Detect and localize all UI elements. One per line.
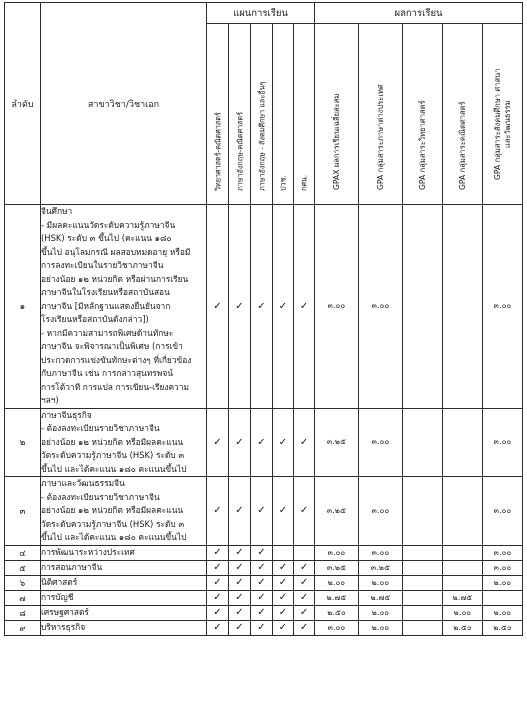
result-value-5: ๓.๐๐	[483, 560, 523, 575]
plan-check-2: ✓	[229, 205, 251, 409]
plan-check-4	[273, 545, 294, 560]
result-header-3-label: GPA กลุ่มสาระวิทยาศาสตร์	[417, 100, 427, 191]
result-value-5: ๒.๕๐	[483, 620, 523, 635]
major-line: ขึ้นไป และได้คะแนน ๑๘๐ คะแนนขึ้นไป	[41, 463, 187, 474]
major-cell	[41, 560, 207, 575]
result-value-1: ๒.๐๐	[315, 575, 359, 590]
result-value-4	[443, 477, 483, 546]
plan-check-2: ✓	[229, 545, 251, 560]
plan-check-5: ✓	[294, 560, 315, 575]
plans-group-header: แผนการเรียน	[207, 3, 315, 24]
major-line: (HSK) ระดับ ๓ ขึ้นไป (คะแนน ๑๘๐	[41, 233, 172, 243]
plan-check-1: ✓	[207, 408, 229, 477]
plan-header-4-wrap	[273, 24, 293, 204]
major-line: นิติศาสตร์	[41, 576, 78, 587]
result-value-2: ๓.๐๐	[359, 477, 403, 546]
major-line: - หากมีความสามารถพิเศษด้านทักษะ	[41, 327, 174, 338]
table-row	[5, 605, 523, 620]
table-row	[5, 205, 523, 409]
row-number: ๔	[5, 545, 41, 560]
major-line: จีนศึกษา	[41, 206, 73, 216]
result-header-1-wrap	[315, 24, 358, 204]
major-line: ฯลฯ)	[41, 395, 59, 405]
plan-header-3	[251, 24, 273, 205]
plan-check-1: ✓	[207, 545, 229, 560]
major-header-label: สาขาวิชา/วิชาเอก	[87, 99, 160, 110]
major-line: ประกวดการแข่งขันทักษะต่างๆ ที่เกี่ยวข้อง	[41, 354, 192, 365]
result-value-4	[443, 205, 483, 409]
plan-header-2	[229, 24, 251, 205]
plan-check-3: ✓	[251, 408, 273, 477]
results-group-header: ผลการเรียน	[315, 3, 523, 24]
major-cell	[41, 477, 207, 546]
plan-check-1: ✓	[207, 205, 229, 409]
major-line: ภาษาจีน จะพิจารณาเป็นพิเศษ (การเข้า	[41, 341, 183, 351]
plan-check-4: ✓	[273, 205, 294, 409]
major-line: อย่างน้อย ๑๒ หน่วยกิต หรือมีผลคะแนน	[41, 436, 184, 447]
result-value-5: ๓.๐๐	[483, 477, 523, 546]
table-row	[5, 477, 523, 546]
major-line: ภาษาและวัฒนธรรมจีน	[41, 478, 125, 488]
plan-check-5	[294, 545, 315, 560]
plan-check-2: ✓	[229, 605, 251, 620]
row-number: ๓	[5, 477, 41, 546]
major-line: - มีผลคะแนนวัดระดับความรู้ภาษาจีน	[41, 219, 176, 230]
result-value-1: ๓.๒๕	[315, 408, 359, 477]
result-value-3	[403, 477, 443, 546]
major-line: ภาษาจีน [มีหลักฐานแสดงยืนยันจาก	[41, 300, 171, 311]
result-value-5: ๓.๐๐	[483, 408, 523, 477]
result-value-4	[443, 408, 483, 477]
plan-check-1: ✓	[207, 560, 229, 575]
result-value-2: ๓.๐๐	[359, 408, 403, 477]
plan-check-2: ✓	[229, 477, 251, 546]
plan-check-1: ✓	[207, 477, 229, 546]
major-line: การสอนภาษาจีน	[41, 561, 103, 572]
major-line: ภาษาจีนในโรงเรียนหรือสถาบันสอน	[41, 287, 170, 297]
row-number: ๕	[5, 560, 41, 575]
result-header-4-wrap	[443, 24, 482, 204]
major-line: การพัฒนาระหว่างประเทศ	[41, 546, 135, 557]
result-value-3	[403, 605, 443, 620]
plan-check-3: ✓	[251, 590, 273, 605]
result-value-5	[483, 590, 523, 605]
result-value-5: ๓.๐๐	[483, 205, 523, 409]
result-value-1: ๓.๒๕	[315, 560, 359, 575]
major-line: กับภาษาจีน เช่น การกล่าวสุนทรพจน์	[41, 368, 173, 378]
major-cell	[41, 408, 207, 477]
plan-check-3: ✓	[251, 477, 273, 546]
result-value-5: ๒.๐๐	[483, 575, 523, 590]
major-line: การบัญชี	[41, 591, 74, 602]
major-line: ขึ้นไป อนุโลมกรณี ผลสอบหมดอายุ หรือมี	[41, 246, 191, 257]
plan-header-1-wrap	[207, 24, 228, 204]
plan-check-5: ✓	[294, 408, 315, 477]
plan-check-3: ✓	[251, 560, 273, 575]
table-row	[5, 575, 523, 590]
row-number: ๖	[5, 575, 41, 590]
major-line: บริหารธุรกิจ	[41, 621, 86, 632]
plan-header-3-label: ภาษาอังกฤษ - สังคมศึกษา และอื่นๆ	[257, 81, 266, 191]
result-header-3-wrap	[403, 24, 442, 204]
order-header	[5, 3, 41, 205]
plan-check-4: ✓	[273, 605, 294, 620]
plan-check-1: ✓	[207, 605, 229, 620]
plan-check-2: ✓	[229, 590, 251, 605]
major-line: อย่างน้อย ๑๒ หน่วยกิต หรือผ่านการเรียน	[41, 273, 189, 284]
plan-header-2-label: ภาษาอังกฤษ-คณิตศาสตร์	[235, 111, 244, 191]
plan-header-5-wrap	[294, 24, 314, 204]
result-value-3	[403, 590, 443, 605]
plan-check-4: ✓	[273, 408, 294, 477]
plan-header-1	[207, 24, 229, 205]
plan-check-5: ✓	[294, 477, 315, 546]
result-value-5: ๓.๐๐	[483, 545, 523, 560]
major-line: อย่างน้อย ๑๒ หน่วยกิต หรือมีผลคะแนน	[41, 505, 184, 515]
plan-check-1: ✓	[207, 620, 229, 635]
result-value-2: ๒.๐๐	[359, 620, 403, 635]
result-header-2	[359, 24, 403, 205]
plan-check-3: ✓	[251, 605, 273, 620]
result-header-3	[403, 24, 443, 205]
result-value-3	[403, 620, 443, 635]
row-number: ๒	[5, 408, 41, 477]
major-cell	[41, 605, 207, 620]
major-line: วัดระดับความรู้ภาษาจีน (HSK) ระดับ ๓	[41, 450, 185, 460]
major-cell	[41, 205, 207, 409]
order-header-label: ลำดับ	[11, 99, 34, 110]
result-value-2: ๒.๐๐	[359, 605, 403, 620]
major-cell	[41, 575, 207, 590]
result-value-3	[403, 408, 443, 477]
result-value-2: ๓.๐๐	[359, 545, 403, 560]
plan-check-4: ✓	[273, 620, 294, 635]
table-row	[5, 620, 523, 635]
plan-header-4-label: ปวช.	[278, 175, 288, 191]
result-header-2-wrap	[359, 24, 402, 204]
result-value-4: ๒.๕๐	[443, 620, 483, 635]
plan-header-3-wrap	[251, 24, 272, 204]
major-line: การลงทะเบียนในรายวิชาภาษาจีน	[41, 260, 164, 270]
plan-check-2: ✓	[229, 620, 251, 635]
plan-check-1: ✓	[207, 590, 229, 605]
plan-check-1: ✓	[207, 575, 229, 590]
major-cell	[41, 620, 207, 635]
plan-check-4: ✓	[273, 560, 294, 575]
result-value-4: ๒.๐๐	[443, 605, 483, 620]
result-value-5: ๒.๐๐	[483, 605, 523, 620]
major-line: โรงเรียนหรือสถาบันดังกล่าว])	[41, 314, 149, 324]
major-line: เศรษฐศาสตร์	[41, 606, 89, 617]
result-value-2: ๓.๐๐	[359, 205, 403, 409]
result-header-5-label: GPA กลุ่มสาระสังคมศึกษา ศาสนา และวัฒนธรรม	[492, 68, 512, 181]
plan-check-3: ✓	[251, 575, 273, 590]
result-header-4-label: GPA กลุ่มสาระคณิตศาสตร์	[457, 101, 467, 191]
major-line: ภาษาจีนธุรกิจ	[41, 409, 92, 420]
plan-check-5: ✓	[294, 590, 315, 605]
major-line: การโต้วาที การแปล การเขียน-เรียงความ	[41, 381, 189, 392]
result-header-5-wrap	[483, 24, 522, 204]
row-number: ๙	[5, 620, 41, 635]
result-value-4	[443, 575, 483, 590]
plan-header-4	[273, 24, 294, 205]
result-value-3	[403, 205, 443, 409]
plan-check-3: ✓	[251, 620, 273, 635]
table-row	[5, 560, 523, 575]
major-line: - ต้องลงทะเบียนรายวิชาภาษาจีน	[41, 423, 160, 433]
plan-check-2: ✓	[229, 560, 251, 575]
table-body	[5, 205, 523, 636]
result-value-1: ๒.๕๐	[315, 605, 359, 620]
result-header-1-label: GPAX ผลการเรียนเฉลี่ยสะสม	[331, 93, 341, 191]
result-value-1: ๓.๐๐	[315, 620, 359, 635]
row-number: ๗	[5, 590, 41, 605]
admission-criteria-table	[4, 2, 523, 636]
plan-check-3: ✓	[251, 545, 273, 560]
plan-check-5: ✓	[294, 620, 315, 635]
major-header	[41, 3, 207, 205]
plan-header-2-wrap	[229, 24, 250, 204]
major-cell	[41, 545, 207, 560]
result-value-2: ๓.๒๕	[359, 560, 403, 575]
result-header-4	[443, 24, 483, 205]
major-cell	[41, 590, 207, 605]
plan-header-5	[294, 24, 315, 205]
major-line: ขึ้นไป และได้คะแนน ๑๘๐ คะแนนขึ้นไป	[41, 532, 187, 542]
table-row	[5, 408, 523, 477]
plan-header-1-label: วิทยาศาสตร์-คณิตศาสตร์	[213, 112, 222, 191]
result-value-1: ๒.๗๕	[315, 590, 359, 605]
result-value-2: ๒.๐๐	[359, 575, 403, 590]
plan-check-3: ✓	[251, 205, 273, 409]
result-header-1	[315, 24, 359, 205]
result-value-4	[443, 545, 483, 560]
result-value-1: ๓.๒๕	[315, 477, 359, 546]
plan-check-5: ✓	[294, 205, 315, 409]
row-number: ๑	[5, 205, 41, 409]
result-header-5	[483, 24, 523, 205]
result-value-3	[403, 575, 443, 590]
plan-check-4: ✓	[273, 590, 294, 605]
plan-check-2: ✓	[229, 575, 251, 590]
table-row	[5, 590, 523, 605]
row-number: ๘	[5, 605, 41, 620]
result-value-4: ๒.๗๕	[443, 590, 483, 605]
result-value-2: ๒.๗๕	[359, 590, 403, 605]
major-line: - ต้องลงทะเบียนรายวิชาภาษาจีน	[41, 491, 160, 502]
result-value-3	[403, 560, 443, 575]
result-value-4	[443, 560, 483, 575]
result-value-1: ๓.๐๐	[315, 205, 359, 409]
result-value-3	[403, 545, 443, 560]
plan-check-5: ✓	[294, 605, 315, 620]
plan-check-4: ✓	[273, 477, 294, 546]
result-header-2-label: GPA กลุ่มสาระภาษาต่างประเทศ	[375, 84, 385, 191]
table-row	[5, 545, 523, 560]
plan-check-4: ✓	[273, 575, 294, 590]
plan-check-5: ✓	[294, 575, 315, 590]
plan-header-5-label: กศน.	[299, 174, 309, 191]
plan-check-2: ✓	[229, 408, 251, 477]
result-value-1: ๓.๐๐	[315, 545, 359, 560]
major-line: วัดระดับความรู้ภาษาจีน (HSK) ระดับ ๓	[41, 518, 185, 529]
